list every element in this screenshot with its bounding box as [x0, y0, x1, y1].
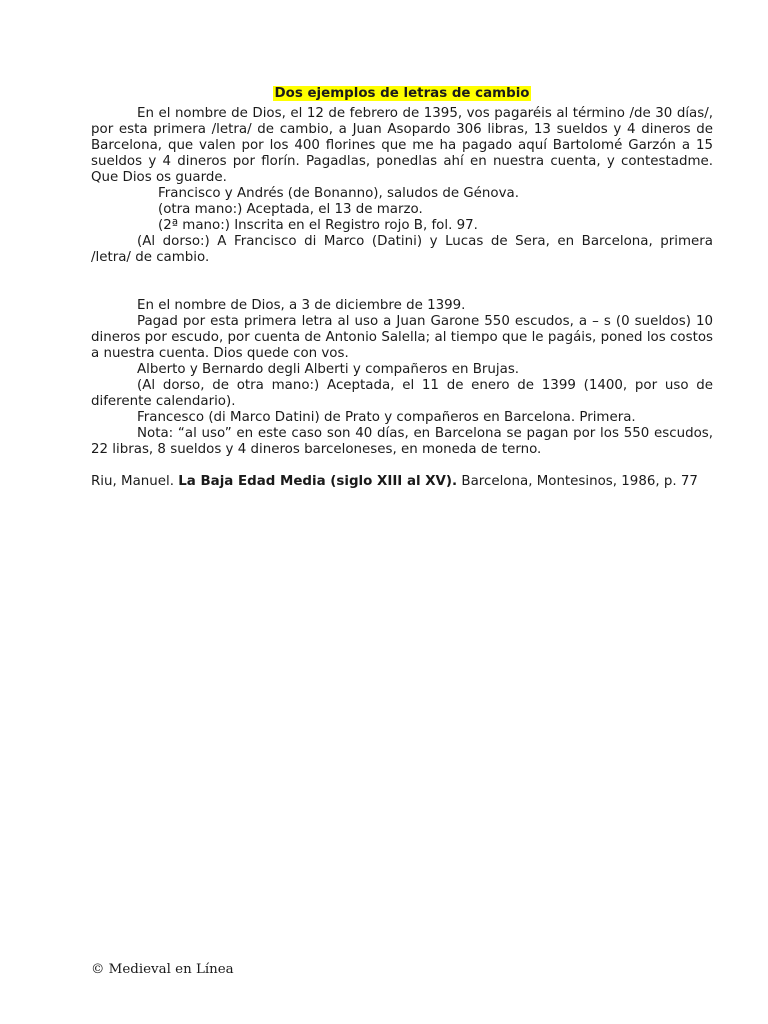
section-gap	[91, 266, 713, 298]
example-1	[91, 106, 713, 266]
citation-gap	[91, 458, 713, 474]
example1-paragraph-dorso: (Al dorso:) A Francisco di Marco (Datini) y Lucas de Sera, en Barcelona, primera /letra/ de cambio.	[91, 234, 713, 265]
example2-paragraph-2: Pagad por esta primera letra al uso a Juan Garone 550 escudos, a – s (0 sueldos) 10 dineros por escudo, por cuenta de Antonio Salella; al tiempo que le pagáis, poned los costos a nuestra cuenta. Dios quede con vos.	[91, 314, 713, 361]
document-page	[91, 86, 713, 490]
example1-line-signature: Francisco y Andrés (de Bonanno), saludos de Génova.	[158, 186, 519, 201]
example1-line-accepted: (otra mano:) Aceptada, el 13 de marzo.	[158, 202, 423, 217]
example2-paragraph-5: Francesco (di Marco Datini) de Prato y compañeros en Barcelona. Primera.	[137, 410, 636, 425]
title-wrap	[91, 86, 713, 102]
footer-copyright: © Medieval en Línea	[91, 962, 234, 977]
document-title: Dos ejemplos de letras de cambio	[274, 86, 530, 101]
example-2	[91, 298, 713, 458]
example2-paragraph-note: Nota: “al uso” en este caso son 40 días, en Barcelona se pagan por los 550 escudos, 22 libras, 8 sueldos y 4 dineros barceloneses, en moneda de terno.	[91, 426, 713, 457]
citation	[91, 474, 713, 490]
example2-paragraph-3: Alberto y Bernardo degli Alberti y compañeros en Brujas.	[137, 362, 520, 377]
citation-publisher: Barcelona, Montesinos, 1986, p. 77	[457, 474, 698, 489]
citation-book-title: La Baja Edad Media (siglo XIII al XV).	[178, 474, 458, 489]
citation-author: Riu, Manuel.	[91, 474, 179, 489]
example2-paragraph-1: En el nombre de Dios, a 3 de diciembre de 1399.	[137, 298, 466, 313]
example1-line-registered: (2ª mano:) Inscrita en el Registro rojo B, fol. 97.	[158, 218, 478, 233]
example2-paragraph-4: (Al dorso, de otra mano:) Aceptada, el 11 de enero de 1399 (1400, por uso de diferente calendario).	[91, 378, 713, 409]
example1-paragraph-1: En el nombre de Dios, el 12 de febrero de 1395, vos pagaréis al término /de 30 días/, por esta primera /letra/ de cambio, a Juan Asopardo 306 libras, 13 sueldos y 4 dineros de Barcelona, que valen por los 400 florines que me ha pagado aquí Bartolomé Garzón a 15 sueldos y 4 dineros por florín. Pagadlas, ponedlas ahí en nuestra cuenta, y contestadme. Que Dios os guarde.	[91, 106, 713, 185]
